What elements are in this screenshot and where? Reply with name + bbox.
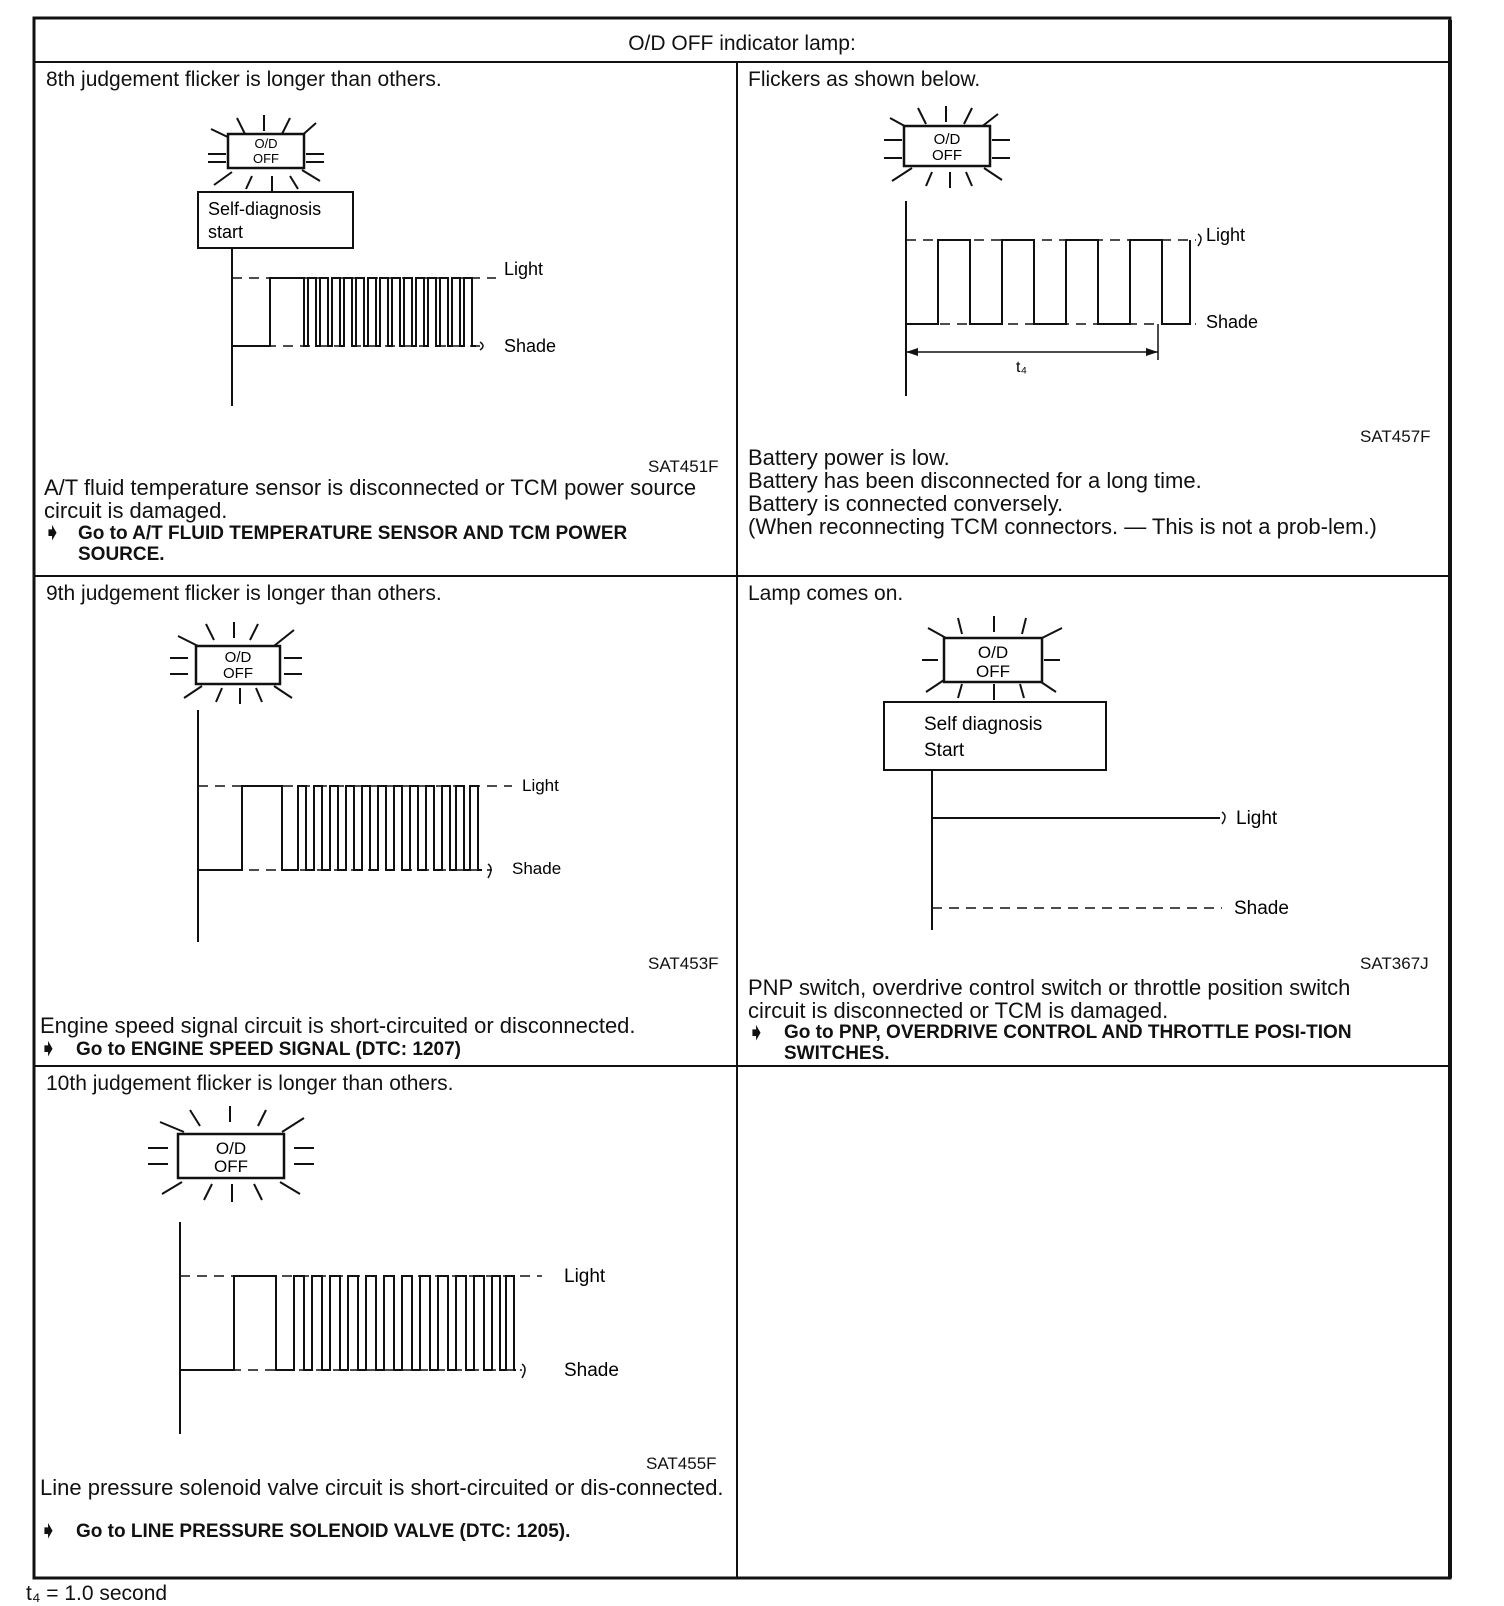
cell-8th-title: 8th judgement flicker is longer than others.: [46, 68, 442, 91]
flickers-desc-line-4: (When reconnecting TCM connectors. — This is not a prob-lem.): [748, 514, 1377, 539]
flicker-signal-9th: [198, 786, 482, 870]
cell-9th-title: 9th judgement flicker is longer than others.: [46, 582, 442, 605]
cell-lamp-on-title: Lamp comes on.: [748, 582, 904, 605]
diagram-lamp-comes-on: [740, 606, 1440, 946]
label-shade-10th: Shade: [564, 1360, 619, 1381]
table-header-title: O/D OFF indicator lamp:: [628, 32, 856, 55]
label-shade-on: Shade: [1234, 898, 1289, 919]
label-light-8th: Light: [504, 259, 544, 279]
ref-code-8th: SAT451F: [648, 457, 719, 476]
lamp-label-off: OFF: [223, 665, 253, 682]
t4-dimension-label: t₄: [1016, 359, 1027, 376]
description-flickers: [748, 446, 1438, 538]
label-shade-9th: Shade: [512, 859, 562, 878]
flicker-signal-8th: [232, 278, 476, 346]
action-9th: Go to ENGINE SPEED SIGNAL (DTC: 1207): [76, 1039, 461, 1060]
cell-flickers-title: Flickers as shown below.: [748, 68, 981, 91]
description-8th: A/T fluid temperature sensor is disconnected or TCM power source circuit is damaged.: [44, 475, 697, 523]
label-light-9th: Light: [522, 776, 559, 795]
flickers-desc-line-2: Battery has been disconnected for a long time.: [748, 468, 1202, 493]
start-box-line2: start: [208, 222, 244, 242]
diagram-flickers: [740, 96, 1440, 436]
lamp-label-off: OFF: [214, 1157, 248, 1176]
description-9th: Engine speed signal circuit is short-circuited or disconnected.: [40, 1013, 636, 1038]
label-shade-flickers: Shade: [1206, 312, 1259, 332]
flickers-desc-line-1: Battery power is low.: [748, 445, 950, 470]
lamp-label-off: OFF: [932, 147, 962, 164]
flicker-signal-regular: [906, 240, 1190, 324]
arrow-icon: ➧: [748, 1022, 765, 1044]
footer-note: t₄ = 1.0 second: [26, 1582, 168, 1605]
description-10th: Line pressure solenoid valve circuit is short-circuited or dis-connected.: [40, 1475, 724, 1500]
action-10th: Go to LINE PRESSURE SOLENOID VALVE (DTC: 1205).: [76, 1521, 571, 1542]
flicker-signal-10th: [180, 1276, 516, 1370]
diagram-8th-judgement: [36, 96, 736, 516]
lamp-label-od: O/D: [215, 1139, 247, 1158]
start-box-line2: Start: [924, 740, 965, 761]
flickers-desc-line-3: Battery is connected conversely.: [748, 491, 1064, 516]
ref-code-lamp-on: SAT367J: [1360, 954, 1429, 973]
lamp-label-od: O/D: [254, 136, 278, 151]
cell-10th-title: 10th judgement flicker is longer than others.: [46, 1072, 454, 1095]
label-light-on: Light: [1236, 808, 1278, 829]
action-8th: Go to A/T FLUID TEMPERATURE SENSOR AND TCM POWER SOURCE.: [78, 523, 628, 565]
self-diagnosis-start-box: [884, 702, 1106, 770]
ref-code-10th: SAT455F: [646, 1454, 717, 1473]
label-shade-8th: Shade: [504, 336, 557, 356]
start-box-line1: Self-diagnosis: [208, 199, 322, 219]
action-lamp-on: Go to PNP, OVERDRIVE CONTROL AND THROTTLE POSI-TION SWITCHES.: [784, 1022, 1352, 1064]
ref-code-flickers: SAT457F: [1360, 427, 1431, 446]
arrow-icon: ➧: [40, 1038, 57, 1060]
arrow-icon: ➧: [44, 522, 61, 544]
arrow-icon: ➧: [40, 1520, 57, 1542]
lamp-label-od: O/D: [224, 649, 252, 666]
lamp-label-od: O/D: [977, 643, 1009, 662]
ref-code-9th: SAT453F: [648, 954, 719, 973]
diagram-9th-judgement: [36, 606, 736, 946]
lamp-label-off: OFF: [976, 662, 1010, 681]
lamp-label-off: OFF: [253, 151, 279, 166]
description-lamp-on: PNP switch, overdrive control switch or throttle position switch circuit is disconnected or TCM is damaged.: [748, 975, 1351, 1023]
diagram-10th-judgement: [36, 1098, 736, 1438]
start-box-line1: Self diagnosis: [924, 714, 1043, 735]
lamp-label-od: O/D: [933, 131, 961, 148]
label-light-10th: Light: [564, 1266, 606, 1287]
label-light-flickers: Light: [1206, 225, 1246, 245]
